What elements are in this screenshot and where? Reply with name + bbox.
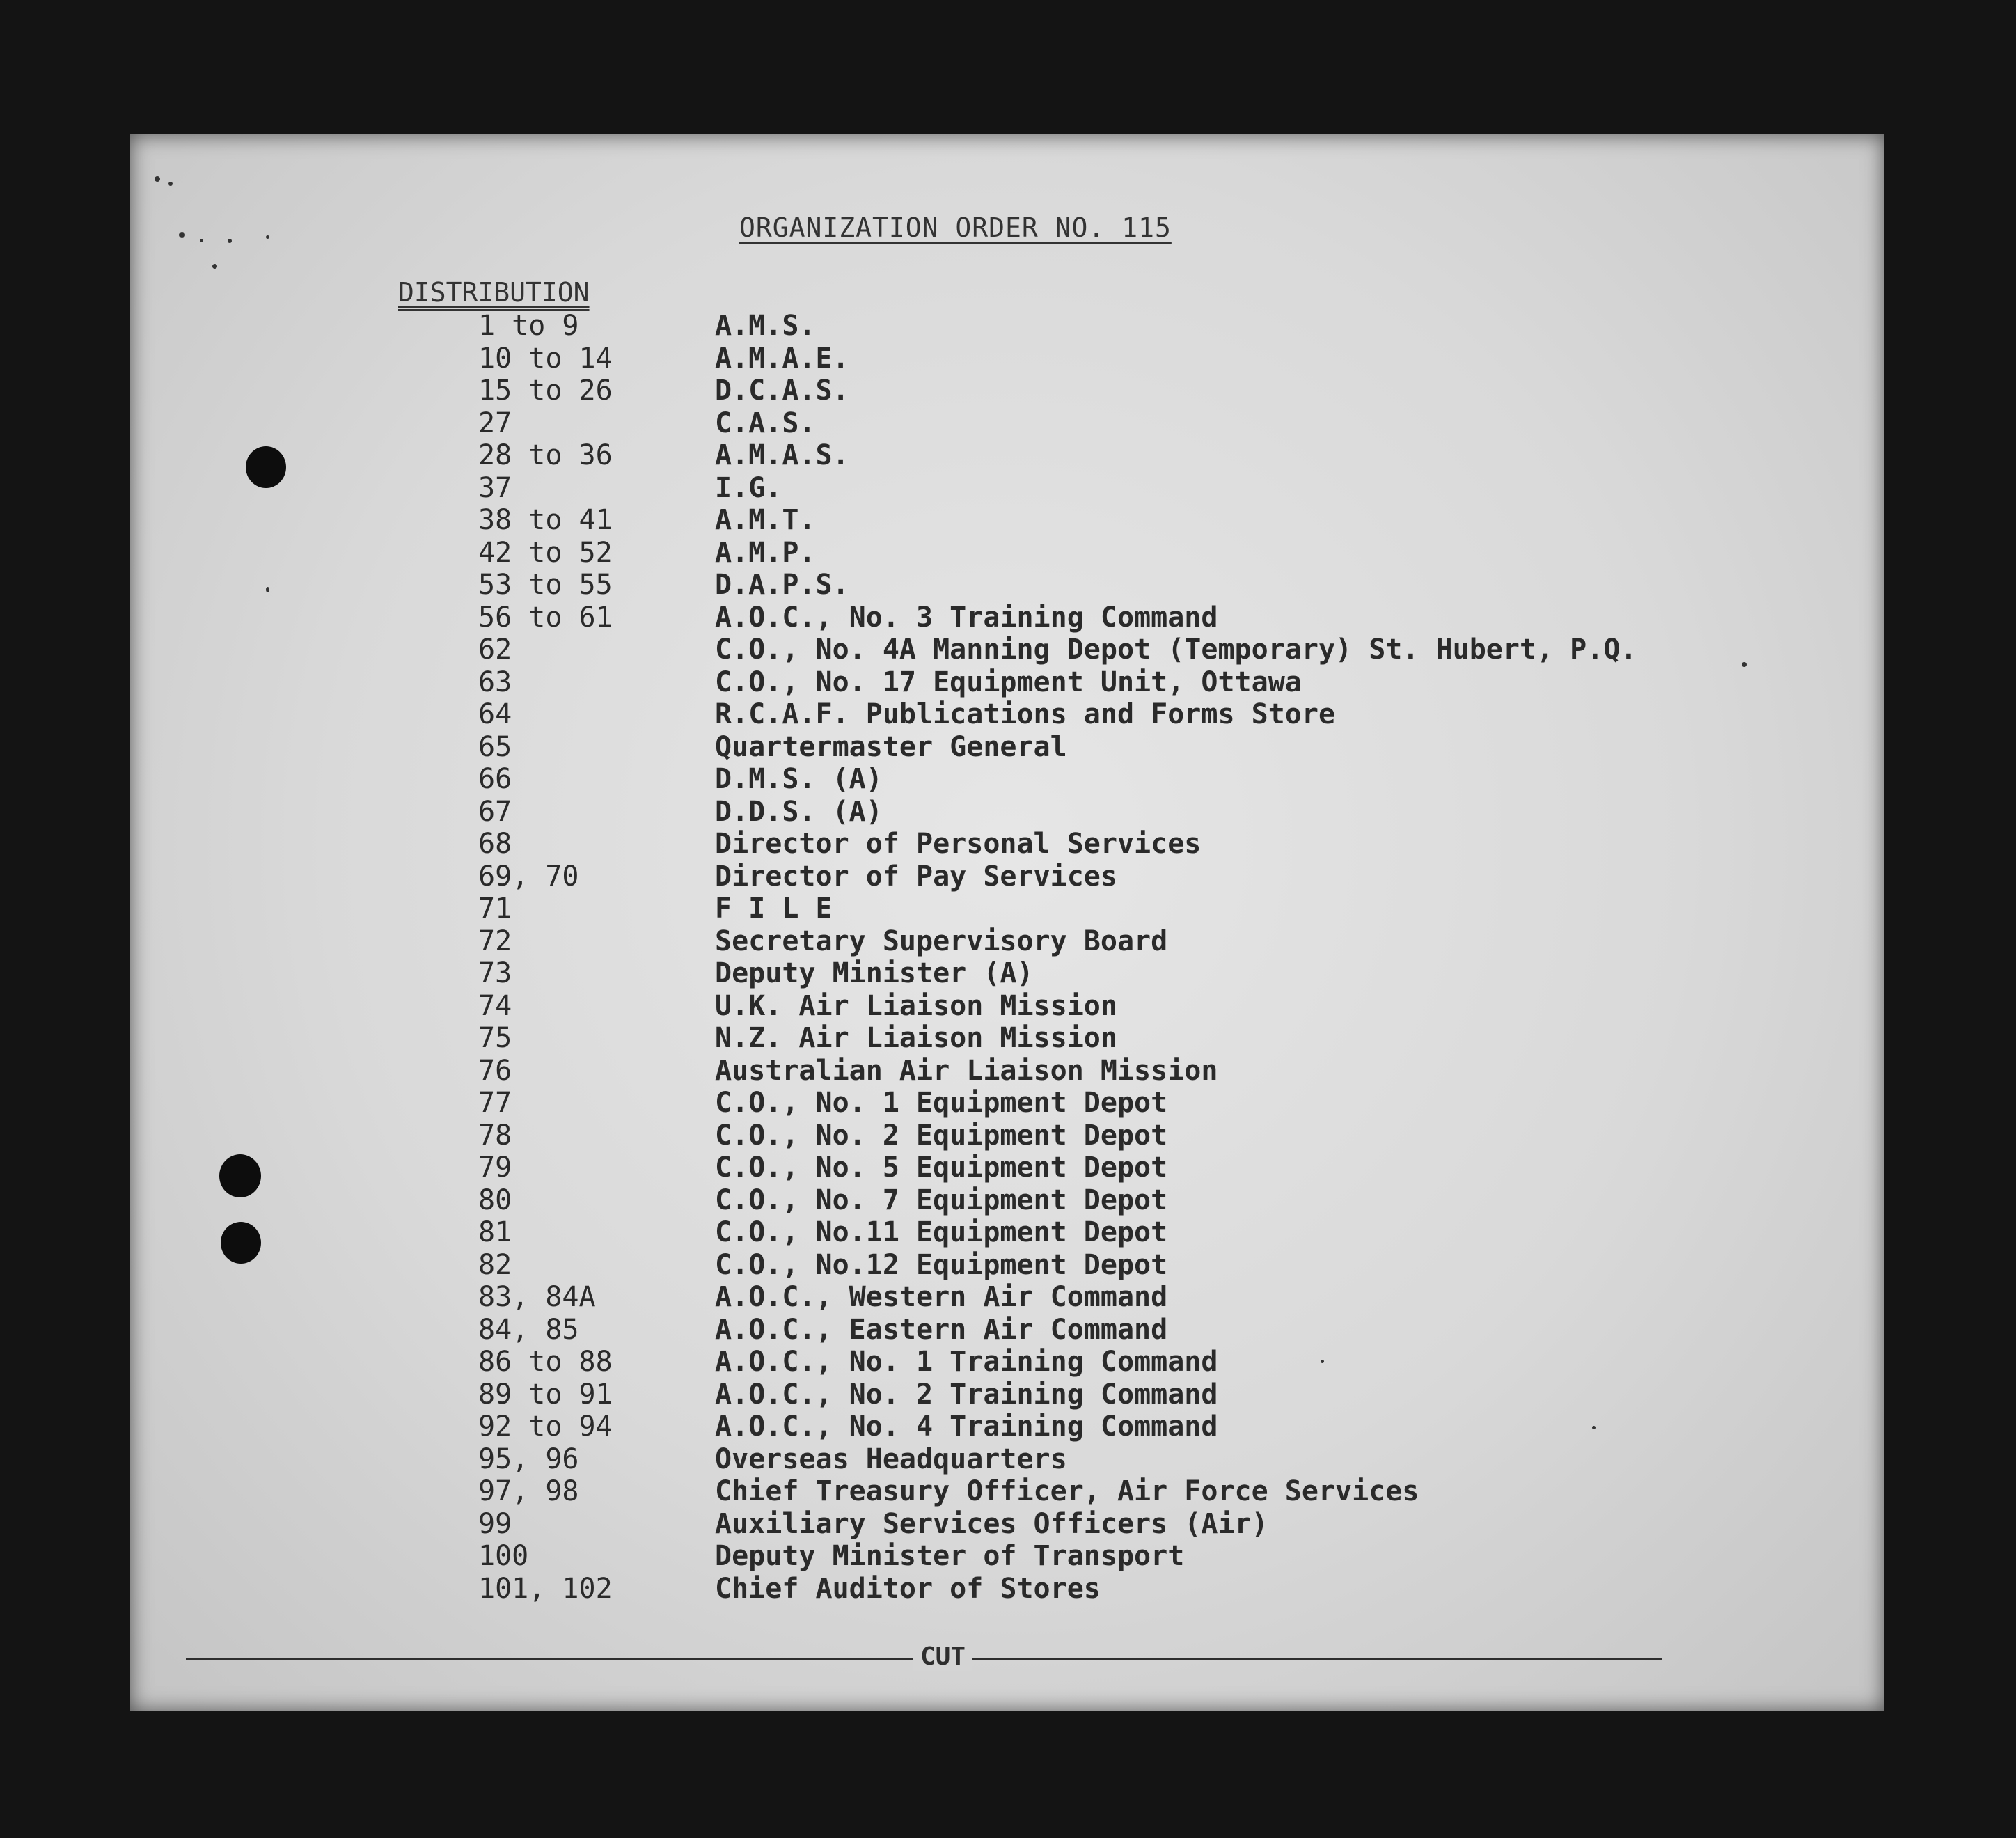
recipient: Chief Auditor of Stores xyxy=(715,1572,1101,1605)
copy-numbers: 97, 98 xyxy=(478,1475,579,1507)
dust-speck xyxy=(1321,1360,1324,1363)
recipient: C.O., No. 5 Equipment Depot xyxy=(715,1152,1168,1184)
recipient: C.O., No. 4A Manning Depot (Temporary) St. Hubert, P.Q. xyxy=(715,634,1637,666)
recipient: C.O., No.11 Equipment Depot xyxy=(715,1216,1168,1248)
distribution-row xyxy=(130,634,1884,666)
distribution-row xyxy=(130,504,1884,537)
copy-numbers: 62 xyxy=(478,634,512,666)
distribution-row xyxy=(130,439,1884,472)
recipient: D.M.S. (A) xyxy=(715,763,883,795)
recipient: F I L E xyxy=(715,893,833,925)
distribution-row xyxy=(130,537,1884,570)
distribution-row xyxy=(130,861,1884,893)
copy-numbers: 77 xyxy=(478,1087,512,1119)
distribution-row xyxy=(130,1216,1884,1249)
copy-numbers: 53 to 55 xyxy=(478,569,613,601)
recipient: A.O.C., No. 3 Training Command xyxy=(715,601,1218,634)
distribution-row xyxy=(130,1152,1884,1184)
recipient: A.M.A.E. xyxy=(715,342,849,375)
copy-numbers: 72 xyxy=(478,925,512,957)
copy-numbers: 28 to 36 xyxy=(478,439,613,471)
distribution-row xyxy=(130,1443,1884,1476)
dust-speck xyxy=(1592,1426,1596,1429)
distribution-row xyxy=(130,828,1884,861)
distribution-row xyxy=(130,375,1884,407)
distribution-list xyxy=(130,310,1884,1605)
copy-numbers: 27 xyxy=(478,407,512,439)
recipient: Overseas Headquarters xyxy=(715,1443,1067,1475)
recipient: A.O.C., Eastern Air Command xyxy=(715,1313,1168,1346)
recipient: Deputy Minister of Transport xyxy=(715,1540,1185,1572)
distribution-row xyxy=(130,1475,1884,1508)
dust-speck xyxy=(1742,662,1747,667)
recipient: Australian Air Liaison Mission xyxy=(715,1054,1218,1087)
copy-numbers: 86 to 88 xyxy=(478,1346,613,1378)
cut-label: CUT xyxy=(913,1642,972,1671)
dust-speck xyxy=(179,232,185,238)
recipient: U.K. Air Liaison Mission xyxy=(715,989,1117,1022)
copy-numbers: 69, 70 xyxy=(478,860,579,893)
recipient: C.O., No. 17 Equipment Unit, Ottawa xyxy=(715,666,1302,698)
distribution-row xyxy=(130,1184,1884,1217)
recipient: A.M.P. xyxy=(715,536,816,569)
copy-numbers: 92 to 94 xyxy=(478,1411,613,1443)
distribution-row xyxy=(130,1281,1884,1314)
distribution-row xyxy=(130,472,1884,505)
dust-speck xyxy=(155,176,160,182)
distribution-row xyxy=(130,602,1884,634)
copy-numbers: 79 xyxy=(478,1152,512,1184)
recipient: A.M.A.S. xyxy=(715,439,849,471)
copy-numbers: 71 xyxy=(478,893,512,925)
recipient: C.O., No.12 Equipment Depot xyxy=(715,1248,1168,1281)
copy-numbers: 56 to 61 xyxy=(478,601,613,634)
distribution-row xyxy=(130,1411,1884,1443)
recipient: D.D.S. (A) xyxy=(715,795,883,828)
distribution-row xyxy=(130,310,1884,343)
copy-numbers: 75 xyxy=(478,1022,512,1054)
distribution-row xyxy=(130,957,1884,990)
copy-numbers: 73 xyxy=(478,957,512,989)
distribution-row xyxy=(130,1120,1884,1152)
distribution-row xyxy=(130,796,1884,828)
copy-numbers: 76 xyxy=(478,1054,512,1087)
distribution-row xyxy=(130,1087,1884,1120)
copy-numbers: 83, 84A xyxy=(478,1281,596,1313)
copy-numbers: 10 to 14 xyxy=(478,342,613,375)
distribution-row xyxy=(130,407,1884,440)
recipient: D.C.A.S. xyxy=(715,375,849,407)
recipient: A.M.T. xyxy=(715,504,816,536)
distribution-row xyxy=(130,1055,1884,1087)
copy-numbers: 89 to 91 xyxy=(478,1378,613,1411)
recipient: Auxiliary Services Officers (Air) xyxy=(715,1507,1268,1540)
distribution-row xyxy=(130,1249,1884,1282)
dust-speck xyxy=(200,239,203,242)
recipient: N.Z. Air Liaison Mission xyxy=(715,1022,1117,1054)
copy-numbers: 84, 85 xyxy=(478,1313,579,1346)
dust-speck xyxy=(212,264,217,269)
recipient: R.C.A.F. Publications and Forms Store xyxy=(715,698,1336,730)
recipient: C.A.S. xyxy=(715,407,816,439)
distribution-row xyxy=(130,990,1884,1023)
recipient: C.O., No. 1 Equipment Depot xyxy=(715,1087,1168,1119)
recipient: Chief Treasury Officer, Air Force Services xyxy=(715,1475,1419,1507)
distribution-row xyxy=(130,1314,1884,1346)
recipient: A.O.C., No. 2 Training Command xyxy=(715,1378,1218,1411)
copy-numbers: 1 to 9 xyxy=(478,310,579,342)
copy-numbers: 65 xyxy=(478,730,512,763)
recipient: I.G. xyxy=(715,471,782,504)
recipient: C.O., No. 7 Equipment Depot xyxy=(715,1184,1168,1216)
recipient: A.O.C., No. 1 Training Command xyxy=(715,1346,1218,1378)
recipient: Director of Pay Services xyxy=(715,860,1117,893)
copy-numbers: 15 to 26 xyxy=(478,375,613,407)
distribution-row xyxy=(130,1378,1884,1411)
recipient: Secretary Supervisory Board xyxy=(715,925,1168,957)
copy-numbers: 64 xyxy=(478,698,512,730)
dust-speck xyxy=(228,239,232,243)
distribution-heading: DISTRIBUTION xyxy=(398,277,590,308)
distribution-row xyxy=(130,731,1884,764)
copy-numbers: 101, 102 xyxy=(478,1572,613,1605)
distribution-row xyxy=(130,1346,1884,1378)
recipient: A.O.C., Western Air Command xyxy=(715,1281,1168,1313)
distribution-row xyxy=(130,666,1884,699)
recipient: A.M.S. xyxy=(715,310,816,342)
copy-numbers: 82 xyxy=(478,1248,512,1281)
copy-numbers: 38 to 41 xyxy=(478,504,613,536)
dust-speck xyxy=(266,235,269,239)
copy-numbers: 81 xyxy=(478,1216,512,1248)
distribution-row xyxy=(130,1508,1884,1541)
recipient: Quartermaster General xyxy=(715,730,1067,763)
distribution-row xyxy=(130,893,1884,925)
distribution-row xyxy=(130,925,1884,958)
copy-numbers: 68 xyxy=(478,828,512,860)
distribution-row xyxy=(130,569,1884,602)
recipient: C.O., No. 2 Equipment Depot xyxy=(715,1119,1168,1152)
copy-numbers: 78 xyxy=(478,1119,512,1152)
recipient: D.A.P.S. xyxy=(715,569,849,601)
document-page xyxy=(130,134,1884,1711)
copy-numbers: 95, 96 xyxy=(478,1443,579,1475)
distribution-row xyxy=(130,343,1884,375)
copy-numbers: 63 xyxy=(478,666,512,698)
copy-numbers: 66 xyxy=(478,763,512,795)
punch-hole xyxy=(246,446,286,488)
punch-hole xyxy=(221,1222,261,1264)
distribution-row xyxy=(130,698,1884,731)
distribution-row xyxy=(130,1022,1884,1055)
copy-numbers: 99 xyxy=(478,1507,512,1540)
dust-speck xyxy=(168,182,173,186)
recipient: A.O.C., No. 4 Training Command xyxy=(715,1411,1218,1443)
copy-numbers: 42 to 52 xyxy=(478,536,613,569)
copy-numbers: 37 xyxy=(478,471,512,504)
punch-hole xyxy=(219,1154,261,1197)
copy-numbers: 74 xyxy=(478,989,512,1022)
distribution-row xyxy=(130,1573,1884,1605)
distribution-row xyxy=(130,763,1884,796)
recipient: Director of Personal Services xyxy=(715,828,1202,860)
dust-speck xyxy=(266,587,269,592)
copy-numbers: 67 xyxy=(478,795,512,828)
document-title: ORGANIZATION ORDER NO. 115 xyxy=(739,212,1172,243)
distribution-row xyxy=(130,1540,1884,1573)
recipient: Deputy Minister (A) xyxy=(715,957,1034,989)
copy-numbers: 80 xyxy=(478,1184,512,1216)
copy-numbers: 100 xyxy=(478,1540,529,1572)
